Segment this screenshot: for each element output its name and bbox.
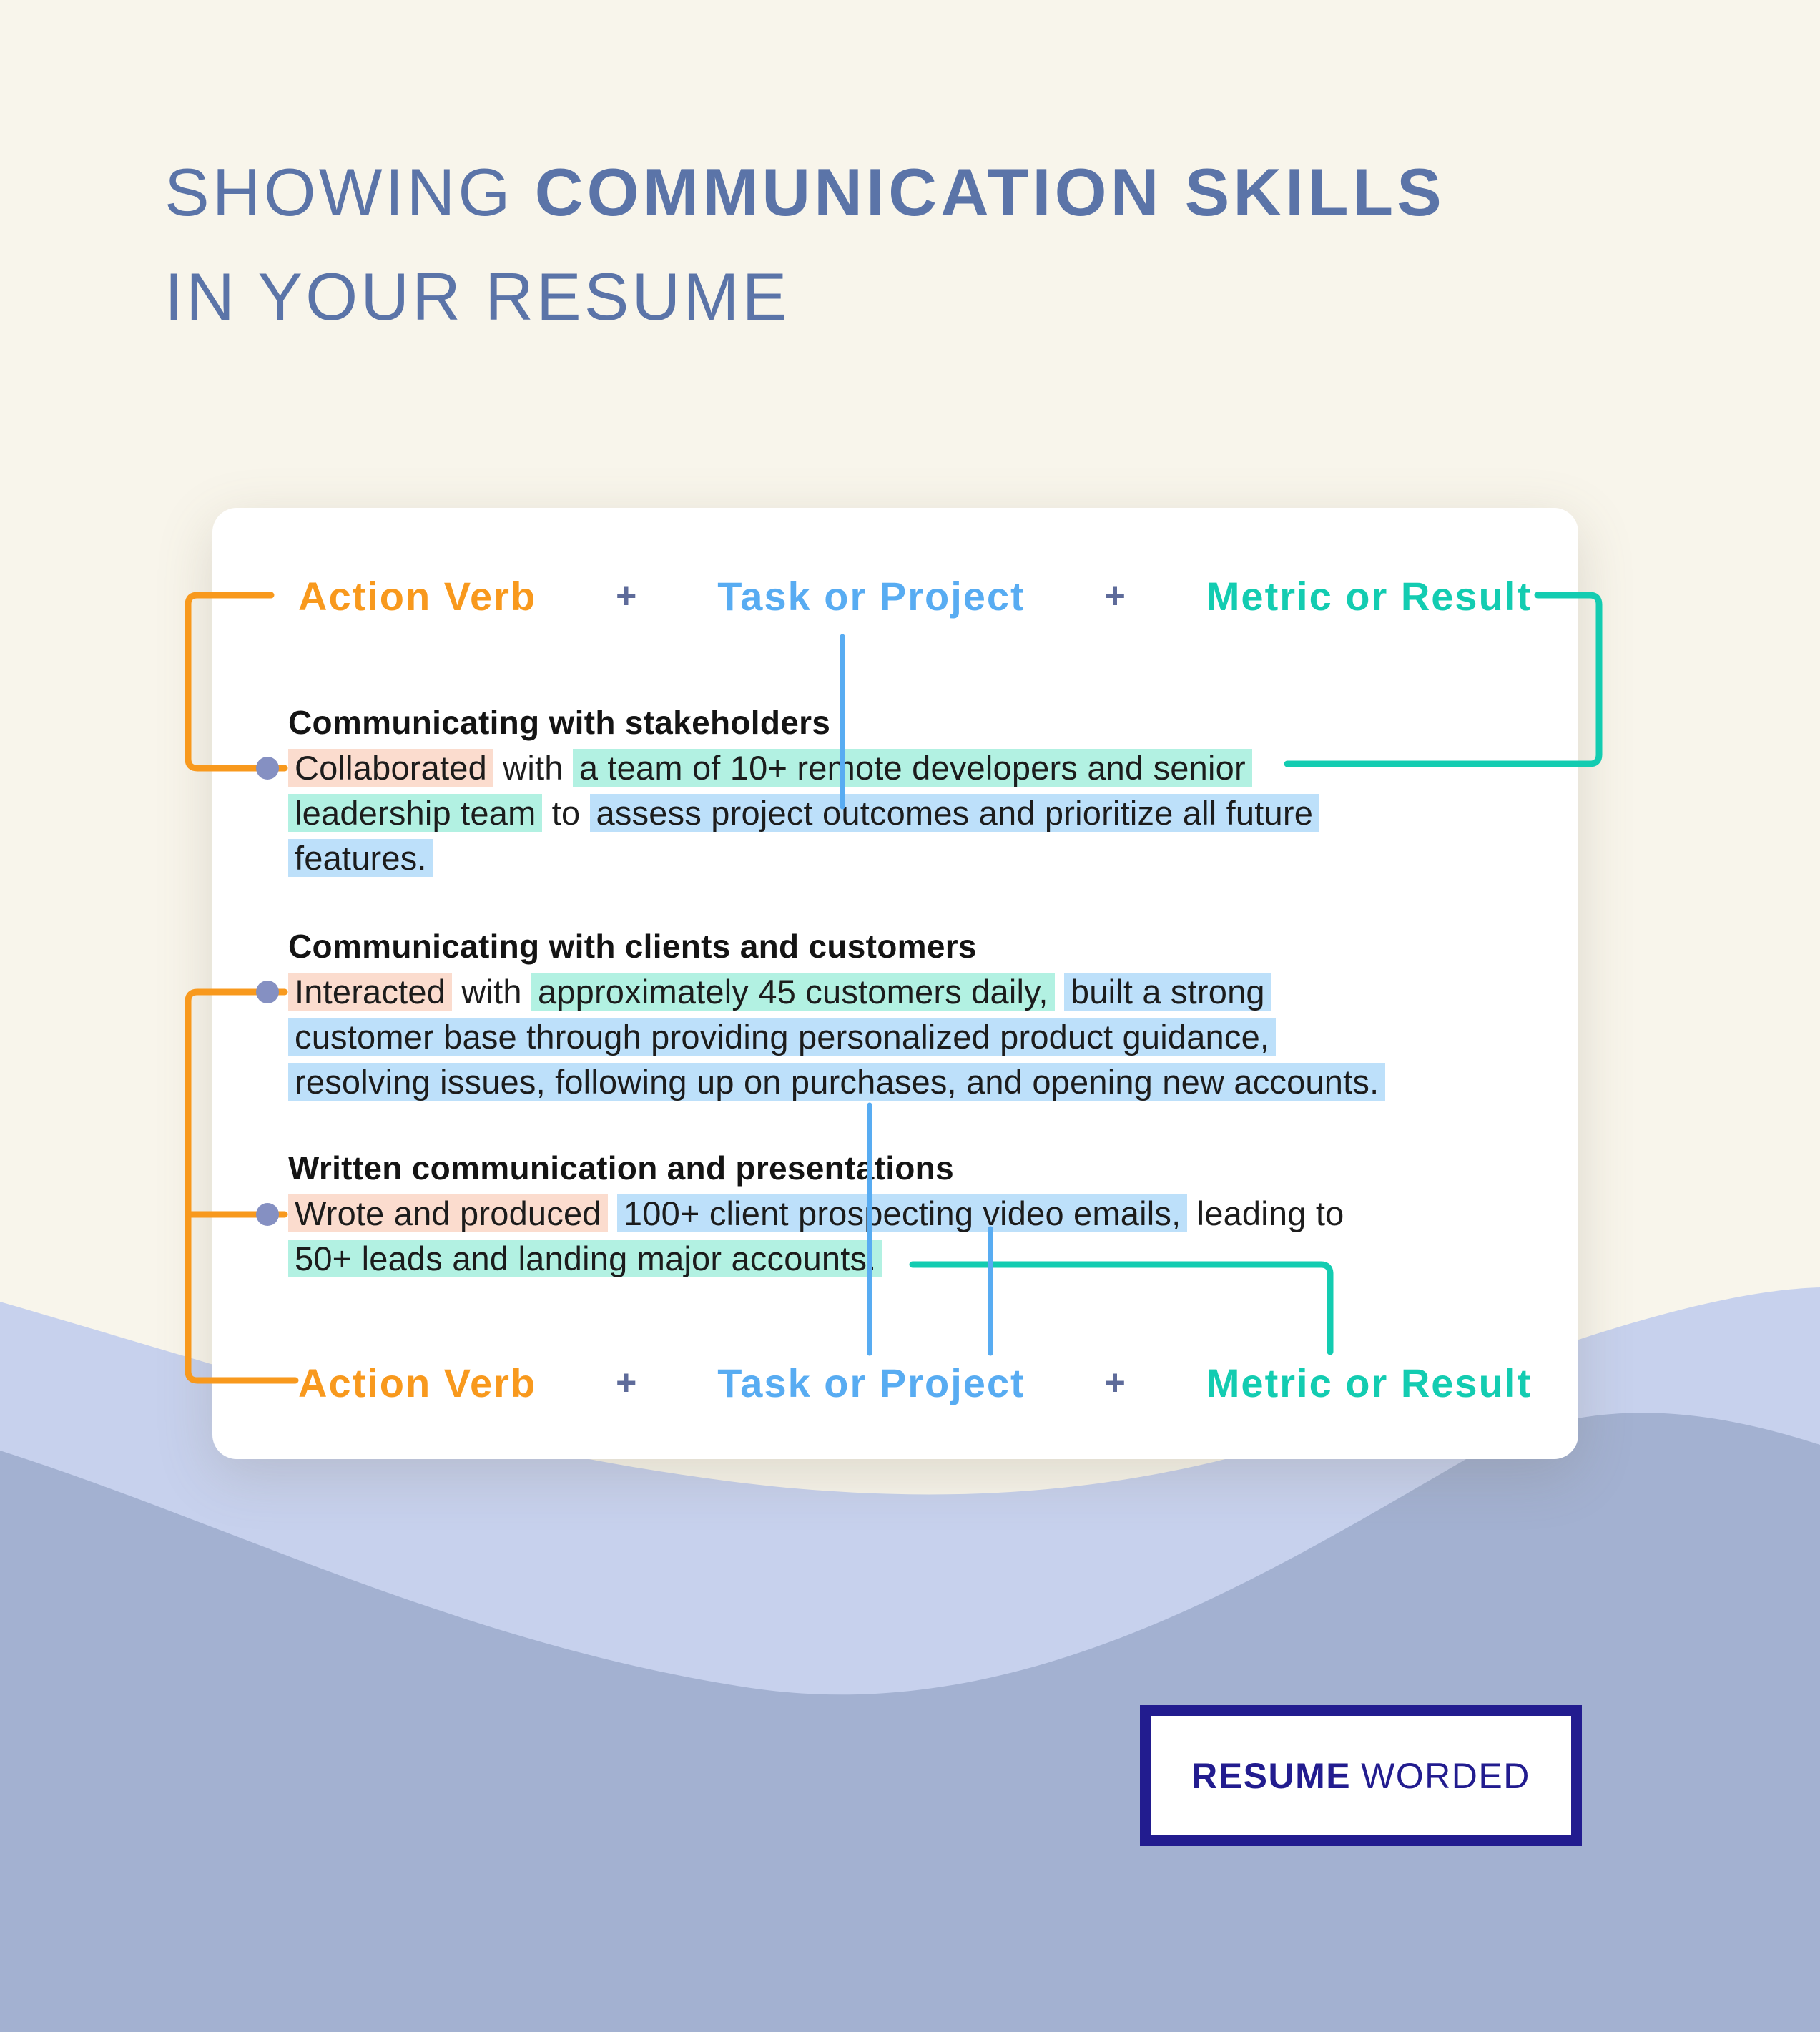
title-bold-part: COMMUNICATION SKILLS bbox=[534, 154, 1445, 230]
highlight-segment-blue: features. bbox=[288, 839, 433, 877]
resume-bullet-line bbox=[288, 1240, 1344, 1285]
formula-task-label: Task or Project bbox=[717, 573, 1025, 619]
formula-metric-label: Metric or Result bbox=[1206, 573, 1532, 619]
resume-bullet-line bbox=[288, 1194, 1344, 1240]
formula-plus-sign: + bbox=[1104, 1363, 1127, 1403]
formula-task-label: Task or Project bbox=[717, 1360, 1025, 1405]
section-heading: Communicating with stakeholders bbox=[288, 704, 831, 741]
page-title-line1 bbox=[164, 140, 1445, 245]
formula-metric-label: Metric or Result bbox=[1206, 1360, 1532, 1405]
highlight-segment-mint: a team of 10+ remote developers and senior bbox=[573, 749, 1252, 787]
logo-bold-text: RESUME bbox=[1191, 1755, 1352, 1796]
highlight-segment-blue: customer base through providing personalized product guidance, bbox=[288, 1018, 1276, 1056]
section-heading: Written communication and presentations bbox=[288, 1149, 954, 1187]
highlight-segment-pink: Interacted bbox=[288, 973, 452, 1011]
plain-segment: with bbox=[452, 973, 531, 1011]
highlight-segment-blue: assess project outcomes and prioritize all future bbox=[590, 794, 1320, 832]
resume-bullet-line bbox=[288, 1063, 1385, 1108]
page-title bbox=[164, 140, 1445, 349]
highlight-segment-blue: 100+ client prospecting video emails, bbox=[617, 1194, 1187, 1232]
formula-action-verb-label: Action Verb bbox=[298, 1360, 537, 1405]
formula-action-verb-label: Action Verb bbox=[298, 573, 537, 619]
plain-segment bbox=[1055, 973, 1064, 1011]
highlight-segment-mint: approximately 45 customers daily, bbox=[531, 973, 1055, 1011]
title-regular-part: SHOWING bbox=[164, 154, 535, 230]
highlight-segment-blue: built a strong bbox=[1064, 973, 1271, 1011]
resume-section-clients bbox=[288, 928, 1385, 1108]
section-heading: Communicating with clients and customers bbox=[288, 928, 977, 965]
formula-plus-sign: + bbox=[616, 576, 639, 616]
plain-segment: leading to bbox=[1187, 1194, 1344, 1232]
formula-plus-sign: + bbox=[1104, 576, 1127, 616]
formula-row-bottom bbox=[298, 1358, 1532, 1408]
highlight-segment-pink: Collaborated bbox=[288, 749, 493, 787]
resume-section-written bbox=[288, 1150, 1344, 1285]
plain-segment: to bbox=[542, 794, 590, 832]
resume-bullet-line bbox=[288, 1018, 1385, 1063]
resume-bullet-line bbox=[288, 749, 1319, 794]
highlight-segment-blue: resolving issues, following up on purchases, and opening new accounts. bbox=[288, 1063, 1385, 1101]
formula-row-top bbox=[298, 571, 1532, 621]
resume-section-stakeholders bbox=[288, 705, 1319, 884]
formula-plus-sign: + bbox=[616, 1363, 639, 1403]
page-title-line2: IN YOUR RESUME bbox=[164, 259, 790, 334]
plain-segment: with bbox=[493, 749, 573, 787]
highlight-segment-mint: 50+ leads and landing major accounts. bbox=[288, 1240, 882, 1277]
resume-worded-logo bbox=[1140, 1705, 1582, 1846]
resume-bullet-line bbox=[288, 973, 1385, 1018]
resume-bullet-line bbox=[288, 839, 1319, 884]
plain-segment bbox=[608, 1194, 617, 1232]
resume-bullet-line bbox=[288, 794, 1319, 839]
logo-regular-text: WORDED bbox=[1361, 1755, 1530, 1796]
highlight-segment-pink: Wrote and produced bbox=[288, 1194, 608, 1232]
highlight-segment-mint: leadership team bbox=[288, 794, 542, 832]
